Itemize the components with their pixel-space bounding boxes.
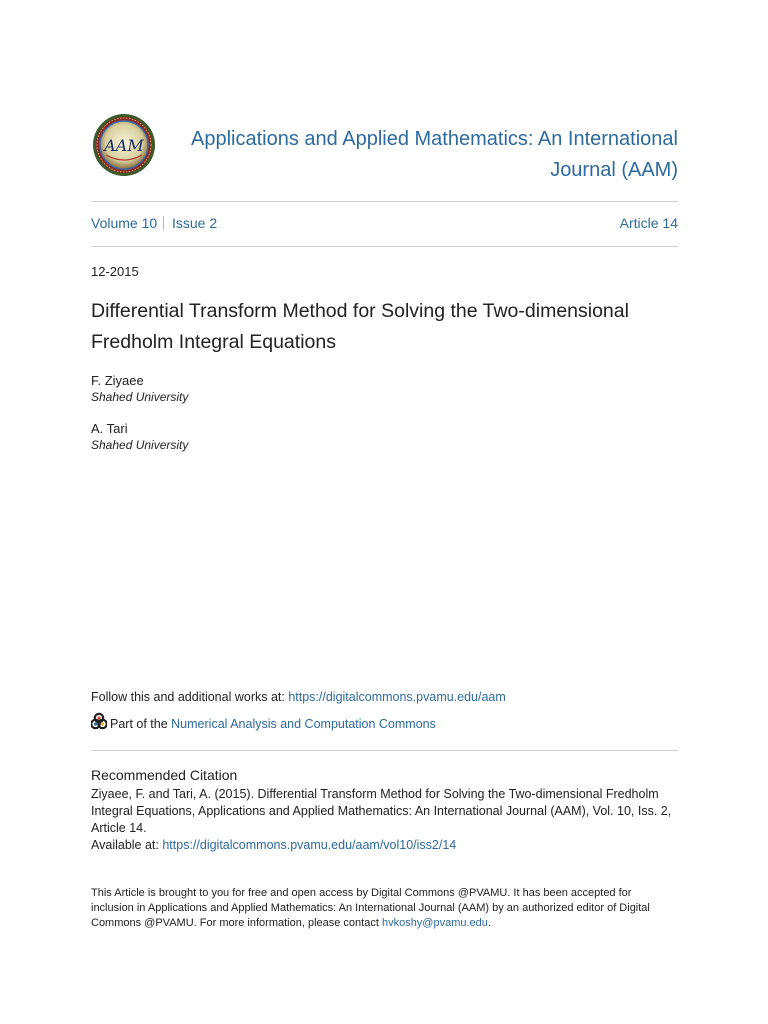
repository-link[interactable]: https://digitalcommons.pvamu.edu/aam (288, 690, 506, 704)
available-prefix: Available at: (91, 838, 163, 852)
network-commons-icon (91, 712, 107, 730)
issue-separator (163, 216, 164, 230)
part-of-text (110, 715, 436, 733)
follow-line (91, 689, 506, 705)
divider (91, 750, 678, 751)
svg-text:AAM: AAM (104, 136, 144, 155)
author-block (91, 373, 188, 406)
journal-title-link[interactable]: Applications and Applied Mathematics: An International Journal (AAM) (191, 128, 678, 181)
available-at-line (91, 837, 456, 854)
author-block (91, 421, 188, 454)
part-of-prefix: Part of the (110, 717, 172, 731)
author-affiliation: Shahed University (91, 390, 189, 404)
follow-prefix: Follow this and additional works at: (91, 690, 289, 704)
journal-logo (92, 113, 156, 177)
access-notice-text: This Article is brought to you for free and open access by Digital Commons @PVAMU. It has been accepted for inclusion in Applications and Applied Mathematics: An International Journal (AAM) by an authorized editor of Digital Commons @PVAMU. For more information, please contact (91, 887, 650, 929)
author-affiliation: Shahed University (91, 438, 189, 452)
contact-email-link[interactable]: hvkoshy@pvamu.edu (381, 917, 488, 929)
divider (91, 246, 678, 247)
article-url-link[interactable]: https://digitalcommons.pvamu.edu/aam/vol10/iss2/14 (162, 838, 457, 852)
commons-link[interactable]: Numerical Analysis and Computation Commons (171, 717, 436, 731)
volume-link[interactable]: Volume 10 (91, 215, 158, 231)
issue-link[interactable]: Issue 2 (172, 215, 218, 231)
issue-info-row (91, 214, 678, 232)
publication-date: 12-2015 (91, 264, 139, 279)
author-name: A. Tari (91, 421, 128, 436)
citation-text: Ziyaee, F. and Tari, A. (2015). Differential Transform Method for Solving the Two-dimensional Fredholm Integral Equations, Applications and Applied Mathematics: An International Journal (AAM), Vol. 10, Iss. 2, Article 14. (91, 787, 672, 835)
paper-title: Differential Transform Method for Solving the Two-dimensional Fredholm Integral Equations (91, 300, 629, 353)
access-notice-suffix: . (487, 917, 491, 929)
author-name: F. Ziyaee (91, 373, 144, 388)
access-notice (91, 886, 671, 931)
divider (91, 201, 678, 202)
article-link[interactable]: Article 14 (619, 215, 678, 231)
journal-seal-icon (92, 113, 156, 177)
recommended-citation-heading: Recommended Citation (91, 767, 238, 783)
